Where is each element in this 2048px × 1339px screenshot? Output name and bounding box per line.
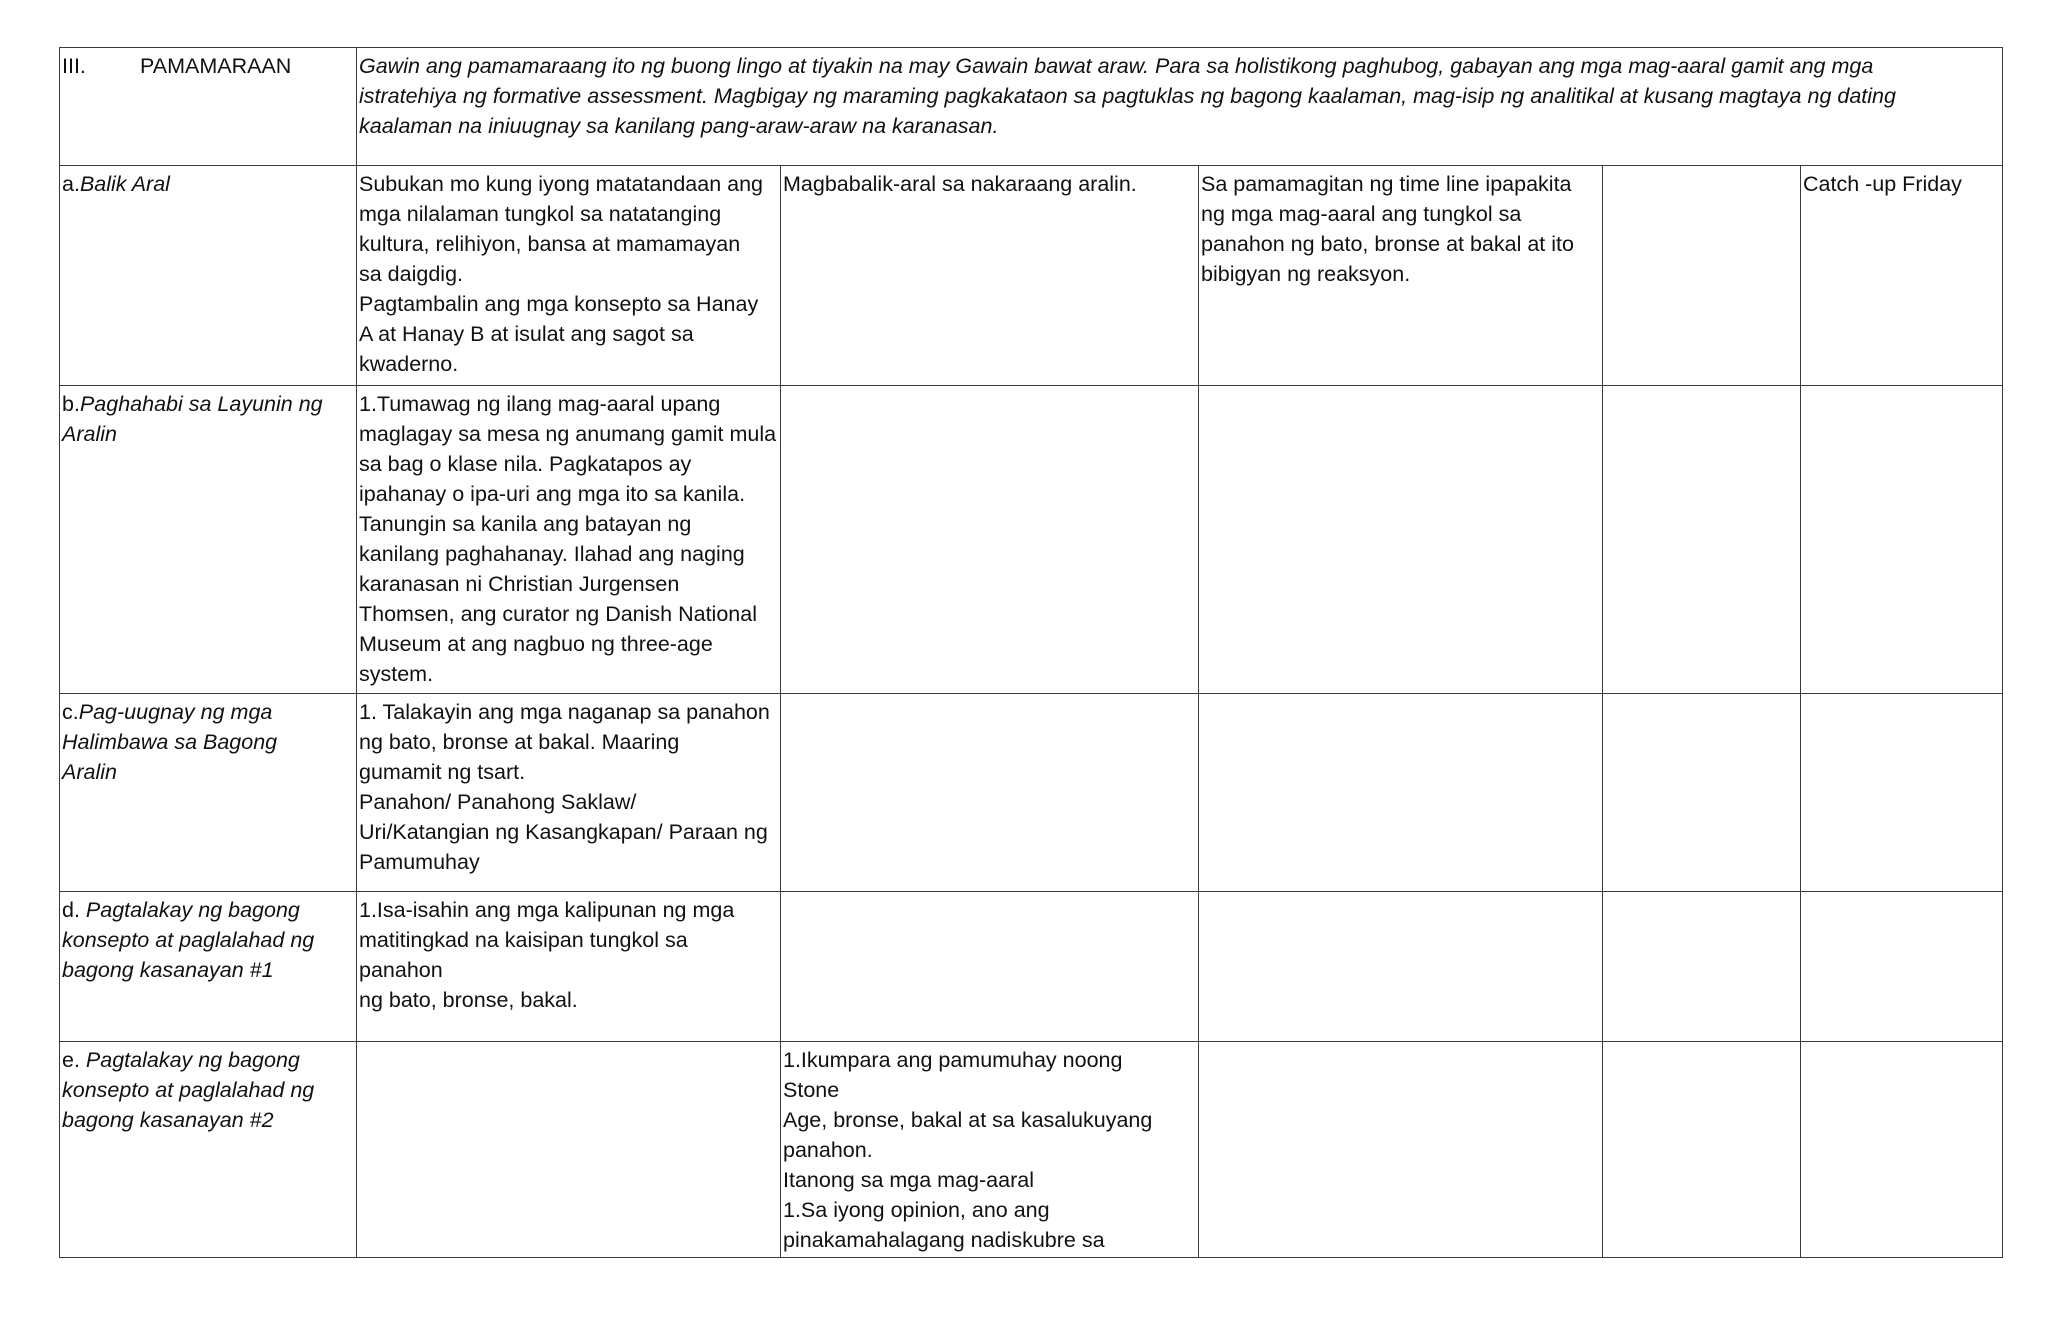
day-2-cell	[781, 166, 1199, 386]
row-label-line: Halimbawa sa Bagong	[62, 730, 278, 754]
cell-line: ipahanay o ipa-uri ang mga ito sa kanila.	[359, 482, 746, 506]
day-3-cell	[1199, 386, 1603, 694]
day-4-cell	[1603, 1042, 1801, 1258]
day-4-cell	[1603, 892, 1801, 1042]
day-1-cell	[357, 694, 781, 892]
cell-line: Pagtambalin ang mga konsepto sa Hanay	[359, 292, 759, 316]
cell-line: Itanong sa mga mag-aaral	[783, 1168, 1034, 1192]
day-1-cell	[357, 892, 781, 1042]
day-2-cell	[781, 892, 1199, 1042]
section-title: PAMAMARAAN	[140, 54, 292, 78]
table-row-pagtalakay-2	[60, 1042, 2003, 1258]
day-1-cell	[357, 1042, 781, 1258]
cell-line: Tanungin sa kanila ang batayan ng	[359, 512, 692, 536]
cell-line: 1.Tumawag ng ilang mag-aaral upang	[359, 392, 721, 416]
cell-line: gumamit ng tsart.	[359, 760, 526, 784]
cell-line: Stone	[783, 1078, 840, 1102]
table-row-pagtalakay-1	[60, 892, 2003, 1042]
row-label-line: Aralin	[62, 422, 117, 446]
cell-line: 1.Isa-isahin ang mga kalipunan ng mga	[359, 898, 735, 922]
row-label-cell	[60, 694, 357, 892]
cell-line: panahon.	[783, 1138, 873, 1162]
row-label-line: konsepto at paglalahad ng	[62, 928, 315, 952]
cell-line: kultura, relihiyon, bansa at mamamayan	[359, 232, 741, 256]
cell-line: ng mga mag-aaral ang tungkol sa	[1201, 202, 1522, 226]
instruction-line: kaalaman na iniuugnay sa kanilang pang-araw-araw na karanasan.	[359, 114, 999, 138]
instruction-line: istratehiya ng formative assessment. Magbigay ng maraming pagkakataon sa pagtuklas ng bagong kaalaman, mag-isip ng analitikal at kusang magtaya ng dating	[359, 84, 1896, 108]
cell-line: Museum at ang nagbuo ng three-age	[359, 632, 713, 656]
day-2-cell	[781, 694, 1199, 892]
cell-line: kanilang paghahanay. Ilahad ang naging	[359, 542, 745, 566]
row-label-cell	[60, 166, 357, 386]
row-letter: a.	[62, 172, 80, 196]
cell-line: Age, bronse, bakal at sa kasalukuyang	[783, 1108, 1153, 1132]
day-2-cell	[781, 1042, 1199, 1258]
cell-line: panahon	[359, 958, 443, 982]
cell-line: Sa pamamagitan ng time line ipapakita	[1201, 172, 1572, 196]
cell-line: panahon ng bato, bronse at bakal at ito	[1201, 232, 1574, 256]
day-4-cell	[1603, 694, 1801, 892]
day-4-cell	[1603, 386, 1801, 694]
day-5-cell	[1801, 892, 2003, 1042]
cell-line: Magbabalik-aral sa nakaraang aralin.	[783, 172, 1137, 196]
day-4-cell	[1603, 166, 1801, 386]
day-3-cell	[1199, 694, 1603, 892]
cell-line: Uri/Katangian ng Kasangkapan/ Paraan ng	[359, 820, 768, 844]
row-label-line: Aralin	[62, 760, 117, 784]
day-5-cell	[1801, 694, 2003, 892]
day-5-cell	[1801, 166, 2003, 386]
instruction-line: Gawin ang pamamaraang ito ng buong lingo at tiyakin na may Gawain bawat araw. Para sa holistikong paghubog, gabayan ang mga mag-aaral gamit ang mga	[359, 54, 1874, 78]
row-label-line: bagong kasanayan #1	[62, 958, 274, 982]
row-label-line: Pagtalakay ng bagong	[85, 898, 300, 922]
cell-line: ng bato, bronse at bakal. Maaring	[359, 730, 680, 754]
section-number: III.	[62, 54, 86, 78]
day-3-cell	[1199, 892, 1603, 1042]
cell-line: 1.Sa iyong opinion, ano ang	[783, 1198, 1050, 1222]
section-header-row	[60, 48, 2003, 166]
section-heading-cell	[60, 48, 357, 166]
cell-line: mga nilalaman tungkol sa natatanging	[359, 202, 722, 226]
day-5-cell	[1801, 1042, 2003, 1258]
day-2-cell	[781, 386, 1199, 694]
day-3-cell	[1199, 1042, 1603, 1258]
row-label-line: Pag-uugnay ng mga	[78, 700, 273, 724]
cell-line: sa daigdig.	[359, 262, 463, 286]
cell-line: system.	[359, 662, 434, 686]
cell-line: bibigyan ng reaksyon.	[1201, 262, 1411, 286]
table-row-pag-uugnay	[60, 694, 2003, 892]
row-label-cell	[60, 892, 357, 1042]
table-row-paghahabi	[60, 386, 2003, 694]
cell-line: Subukan mo kung iyong matatandaan ang	[359, 172, 764, 196]
cell-line: Pamumuhay	[359, 850, 480, 874]
row-label-line: Pagtalakay ng bagong	[85, 1048, 300, 1072]
row-letter: c.	[62, 700, 79, 724]
table-row-balik-aral	[60, 166, 2003, 386]
section-instructions-cell	[357, 48, 2003, 166]
row-label-cell	[60, 1042, 357, 1258]
row-letter: b.	[62, 392, 80, 416]
cell-line: kwaderno.	[359, 352, 459, 376]
row-letter: e.	[62, 1048, 86, 1072]
row-label-line: konsepto at paglalahad ng	[62, 1078, 315, 1102]
cell-line: Panahon/ Panahong Saklaw/	[359, 790, 637, 814]
cell-line: ng bato, bronse, bakal.	[359, 988, 578, 1012]
day-5-cell	[1801, 386, 2003, 694]
row-label-line: Balik Aral	[79, 172, 170, 196]
cell-line: A at Hanay B at isulat ang sagot sa	[359, 322, 694, 346]
day-1-cell	[357, 386, 781, 694]
cell-line: sa bag o klase nila. Pagkatapos ay	[359, 452, 692, 476]
cell-line: Thomsen, ang curator ng Danish National	[359, 602, 757, 626]
day-1-cell	[357, 166, 781, 386]
cell-line: Catch -up Friday	[1803, 172, 1962, 196]
cell-line: matitingkad na kaisipan tungkol sa	[359, 928, 688, 952]
day-3-cell	[1199, 166, 1603, 386]
cell-line: karanasan ni Christian Jurgensen	[359, 572, 680, 596]
row-letter: d.	[62, 898, 86, 922]
cell-line: maglagay sa mesa ng anumang gamit mula	[359, 422, 777, 446]
cell-line: 1. Talakayin ang mga naganap sa panahon	[359, 700, 770, 724]
lesson-plan-table	[59, 47, 2003, 1258]
cell-line: pinakamahalagang nadiskubre sa	[783, 1228, 1105, 1252]
row-label-line: bagong kasanayan #2	[62, 1108, 274, 1132]
cell-line: 1.Ikumpara ang pamumuhay noong	[783, 1048, 1123, 1072]
row-label-line: Paghahabi sa Layunin ng	[79, 392, 323, 416]
row-label-cell	[60, 386, 357, 694]
